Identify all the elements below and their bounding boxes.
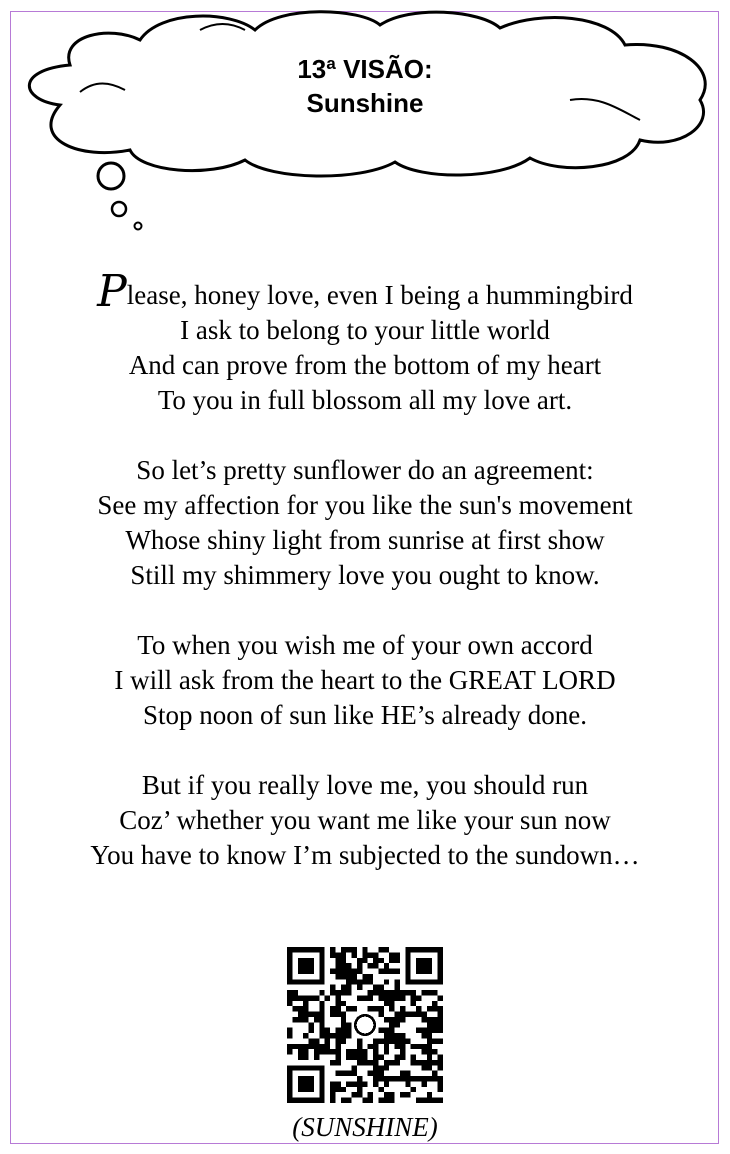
poem-line: So let’s pretty sunflower do an agreement: — [136, 455, 594, 485]
page-title — [200, 52, 530, 120]
poem-line: Stop noon of sun like HE’s already done. — [143, 700, 587, 730]
poem-line: See my affection for you like the sun's movement — [97, 490, 633, 520]
stanza-2 — [20, 453, 710, 593]
drop-cap: P — [97, 266, 127, 317]
poem-line — [20, 266, 710, 317]
qr-code-icon[interactable] — [287, 947, 443, 1103]
title-line-1: 13ª VISÃO: — [297, 54, 433, 84]
poem-line: You have to know I’m subjected to the sundown… — [90, 840, 640, 870]
poem-line: But if you really love me, you should run — [141, 770, 589, 800]
poem-line: Coz’ whether you want me like your sun now — [119, 805, 611, 835]
stanza-1 — [20, 266, 710, 418]
poem-line-text: lease, honey love, even I being a hummingbird — [126, 280, 633, 310]
qr-caption: (SUNSHINE) — [292, 1112, 438, 1142]
poem — [20, 266, 710, 908]
title-line-2: Sunshine — [306, 88, 424, 118]
poem-line: To when you wish me of your own accord — [137, 630, 593, 660]
thought-cloud-icon — [0, 0, 730, 240]
poem-line: I ask to belong to your little world — [180, 315, 550, 345]
poem-line: I will ask from the heart to the GREAT LORD — [114, 665, 616, 695]
stanza-3 — [20, 628, 710, 733]
poem-line: And can prove from the bottom of my heart — [128, 350, 602, 380]
poem-line: Still my shimmery love you ought to know. — [130, 560, 600, 590]
poem-line: To you in full blossom all my love art. — [157, 385, 573, 415]
stanza-4 — [20, 768, 710, 873]
poem-line: Whose shiny light from sunrise at first show — [125, 525, 605, 555]
